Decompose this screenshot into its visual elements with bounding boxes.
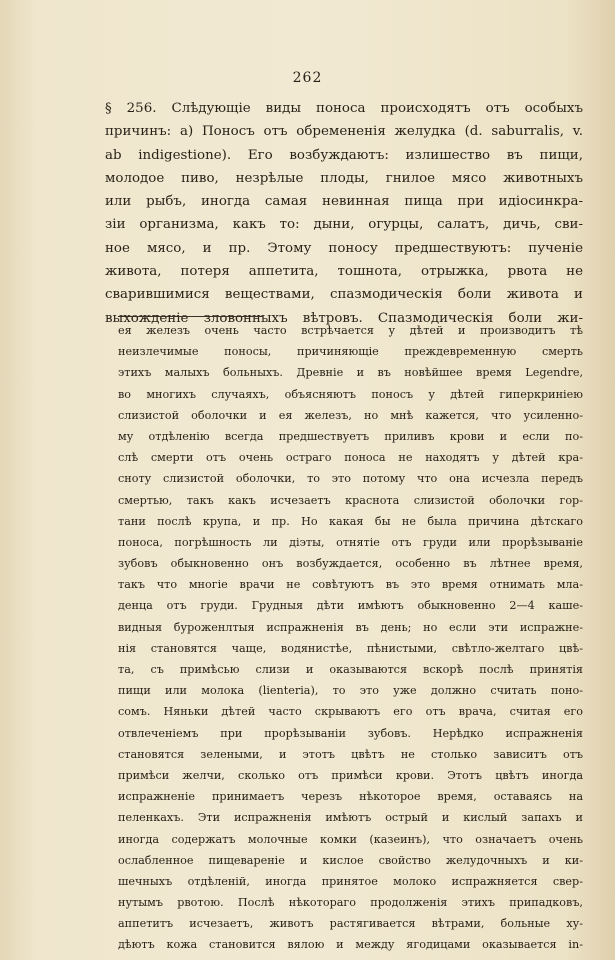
- footnote-line: пищи или молока (lienteria), то это уже должно считать поно-: [118, 684, 583, 698]
- text-line: причинъ: а) Поносъ отъ обремененія желудка (d. saburralis, v.: [105, 124, 583, 140]
- text-line: ное мясо, и пр. Этому поносу предшествуютъ: пученіе: [105, 240, 583, 256]
- footnote-line: отвлеченіемъ при прорѣзываніи зубовъ. Нерѣдко испражненія: [118, 726, 583, 740]
- footnote-line: аппетитъ исчезаетъ, животъ растягивается вѣтрами, больные ху-: [118, 917, 583, 931]
- text-line: молодое пиво, незрѣлые плоды, гнилое мясо животныхъ: [105, 170, 583, 186]
- footnote-line: нія становятся чаще, водянистѣе, пѣнистыми, свѣтло-желтаго цвѣ-: [118, 641, 583, 655]
- footnote-line: становятся зелеными, и этотъ цвѣтъ не столько зависитъ отъ: [118, 747, 583, 761]
- footnote-line: иногда содержатъ молочные комки (казеинъ), что означаетъ очень: [118, 832, 583, 846]
- text-line: § 256. Слѣдующіе виды поноса происходятъ отъ особыхъ: [105, 101, 583, 116]
- text-line: зіи организма, какъ то: дыни, огурцы, салатъ, дичь, сви-: [105, 217, 583, 233]
- footnote-line: сомъ. Няньки дѣтей часто скрываютъ его отъ врача, считая его: [118, 705, 583, 719]
- footnote-line: этихъ малыхъ больныхъ. Древніе и въ новѣйшее время Legendre,: [118, 366, 583, 380]
- footnote-line: дѣютъ кожа становится вялою и между ягодицами оказывается in-: [118, 938, 583, 952]
- footnote-line: слизистой оболочки и ея железъ, но мнѣ кажется, что усиленно-: [118, 408, 583, 422]
- text-line: выхожденіе зловонныхъ вѣтровъ. Спазмодическія боли жи-: [105, 310, 583, 326]
- footnote-line: примѣси желчи, сколько отъ примѣси крови. Этотъ цвѣтъ иногда: [118, 768, 583, 782]
- footnote-line: шечныхъ отдѣленій, иногда принятое молоко испражняется свер-: [118, 874, 583, 888]
- footnote-line: тани послѣ крупа, и пр. Но какая бы не была причина дѣтскаго: [118, 514, 583, 528]
- footnote-line: му отдѣленію всегда предшествуетъ приливъ крови и если по-: [118, 429, 583, 443]
- footnote-line: смертью, такъ какъ исчезаетъ краснота слизистой оболочки гор-: [118, 493, 583, 507]
- text-line: ab indigestione). Его возбуждаютъ: излишество въ пищи,: [105, 147, 583, 163]
- page-number: 262: [292, 70, 323, 86]
- footnote-line: денца отъ груди. Грудныя дѣти имѣютъ обыкновенно 2—4 каше-: [118, 599, 583, 613]
- footnote-line: сноту слизистой оболочки, то это потому что она исчезла передъ: [118, 472, 583, 486]
- footnote-line: испражненіе принимаетъ черезъ нѣкоторое время, оставаясь на: [118, 790, 583, 804]
- text-line: живота, потеря аппетита, тошнота, отрыжка, рвота не: [105, 264, 583, 280]
- footnote-line: нутымъ рвотою. Послѣ нѣкотораго продолженія этихъ припадковъ,: [118, 896, 583, 910]
- footnote-line: такъ что многіе врачи не совѣтуютъ въ это время отнимать мла-: [118, 578, 583, 592]
- footnote-line: поноса, погрѣшность ли діэты, отнятіе отъ груди или прорѣзываніе: [118, 535, 583, 549]
- footnote-line: во многихъ случаяхъ, объясняютъ поносъ у дѣтей гиперкриніею: [118, 387, 583, 401]
- footnote-divider: [118, 316, 263, 317]
- text-line: или рыбъ, иногда самая невинная пища при идіосинкра-: [105, 194, 583, 210]
- text-line: сварившимися веществами, спазмодическія боли живота и: [105, 287, 583, 303]
- footnote-line: та, съ примѣсью слизи и оказываются вскорѣ послѣ принятія: [118, 663, 583, 676]
- footnote-line: пеленкахъ. Эти испражненія имѣютъ острый и кислый запахъ и: [118, 811, 583, 825]
- footnote-line: ея железъ очень часто встрѣчается у дѣтей и производитъ тѣ: [118, 324, 583, 337]
- footnote-line: слѣ смерти отъ очень остраго поноса не находятъ у дѣтей кра-: [118, 451, 583, 465]
- footnote-block: [118, 320, 583, 956]
- footnote-line: зубовъ обыкновенно онъ возбуждается, особенно въ лѣтнее время,: [118, 557, 583, 571]
- main-paragraph: [105, 97, 583, 330]
- footnote-line: ослабленное пищевареніе и кислое свойство желудочныхъ и ки-: [118, 853, 583, 867]
- footnote-line: видныя буроженлтыя испражненія въ день; но если эти испражне-: [118, 620, 583, 634]
- footnote-line: неизлечимые поносы, причиняющіе преждевременную смерть: [118, 345, 583, 359]
